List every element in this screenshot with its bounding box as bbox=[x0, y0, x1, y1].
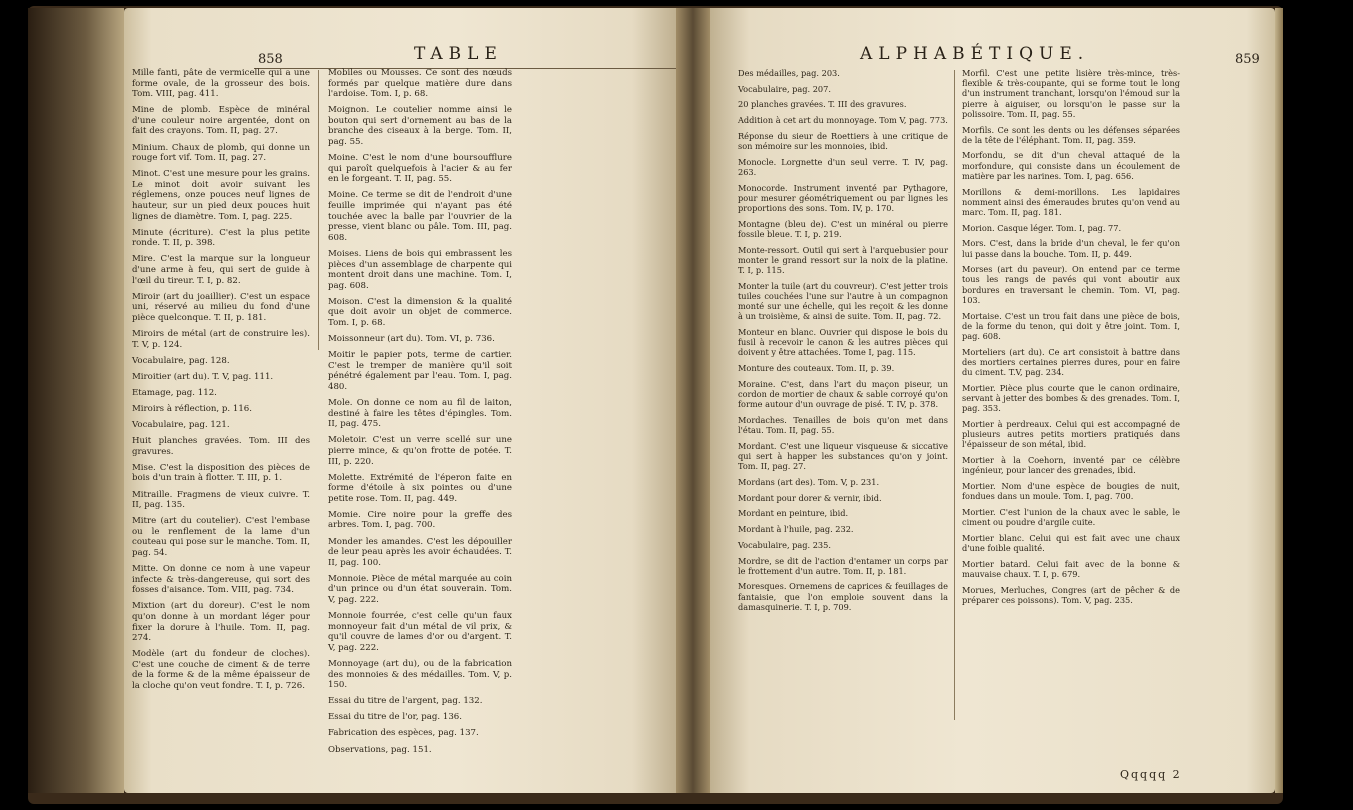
index-entry: Monder les amandes. C'est les dépouiller de leur peau après les avoir échaudées. T. II, pag. 100. bbox=[328, 536, 512, 568]
index-entry: Morion. Casque léger. Tom. I, pag. 77. bbox=[962, 222, 1122, 233]
index-entry: Mise. C'est la disposition des pièces de bois d'un train à flotter. T. III, p. 1. bbox=[132, 462, 310, 484]
index-entry: Monocorde. Instrument inventé par Pythagore, pour mesurer géométriquement ou par lignes les proportions des sons. Tom. IV, p. 170. bbox=[738, 182, 948, 214]
index-entry: Addition à cet art du monnoyage. Tom V, pag. 773. bbox=[738, 115, 948, 126]
index-entry: Mordant en peinture, ibid. bbox=[738, 508, 849, 519]
index-entry: Mortier à la Coehorn, inventé par ce célèbre ingénieur, pour lancer des grenades, ibid. bbox=[962, 455, 1180, 476]
index-entry: Mixtion (art du doreur). C'est le nom qu'on donne à un mordant léger pour fixer la dorure à l'huile. Tom. II, pag. 274. bbox=[132, 601, 310, 644]
index-entry: Moissonneur (art du). Tom. VI, p. 736. bbox=[328, 334, 495, 345]
index-entry: Réponse du sieur de Roettiers à une critique de son mémoire sur les monnoies, ibid. bbox=[738, 130, 948, 152]
index-entry: Etamage, pag. 112. bbox=[132, 387, 217, 398]
index-entry: Morfil. C'est une petite lisière très-mince, très-flexible & très-coupante, qui se forme tout le long d'un instrument tranchant, lorsqu'on l'émoud sur la pierre à aiguiser, ou lorsqu'on le passe sur la polissoire. Tom. II, pag. 55. bbox=[962, 68, 1180, 119]
index-entry: Monnoyage (art du), ou de la fabrication des monnoies & des médailles. Tom. V, p. 150. bbox=[328, 659, 512, 691]
right-column-2 bbox=[962, 68, 1180, 610]
index-entry: Moine. Ce terme se dit de l'endroit d'une feuille imprimée qui n'ayant pas été touchée avec la balle par l'ouvrier de la presse, vient blanc ou pâle. Tom. III, pag. 608. bbox=[328, 190, 512, 243]
index-entry: Momie. Cire noire pour la greffe des arbres. Tom. I, pag. 700. bbox=[328, 509, 512, 531]
index-entry: Mordant. C'est une liqueur visqueuse & siccative qui sert à happer les substances qu'on y joint. Tom. II, pag. 27. bbox=[738, 440, 948, 472]
index-entry: Monnoie. Pièce de métal marquée au coin d'un prince ou d'un état souverain. Tom. V, pag. 222. bbox=[328, 573, 512, 606]
index-entry: Essai du titre de l'argent, pag. 132. bbox=[328, 696, 483, 707]
index-entry: Montagne (bleu de). C'est un minéral ou pierre fossile bleue. T. I, p. 219. bbox=[738, 218, 948, 239]
index-entry: Monte-ressort. Outil qui sert à l'arquebusier pour monter le grand ressort sur la noix de la platine. T. I, p. 115. bbox=[738, 244, 948, 276]
index-entry: Mortier blanc. Celui qui est fait avec une chaux d'une foible qualité. bbox=[962, 532, 1180, 553]
index-entry: Miroitier (art du). T. V, pag. 111. bbox=[132, 371, 274, 382]
index-entry: Huit planches gravées. Tom. III des gravures. bbox=[132, 436, 310, 457]
index-entry: Mortier. C'est l'union de la chaux avec le sable, le ciment ou poudre d'argile cuite. bbox=[962, 506, 1180, 528]
index-entry: Moitir le papier pots, terme de cartier. C'est le tremper de manière qu'il soit pénétré également par l'eau. Tom. I, pag. 480. bbox=[328, 350, 512, 392]
gutter bbox=[676, 8, 710, 793]
index-entry: Observations, pag. 151. bbox=[328, 744, 432, 755]
signature-mark: Qqqqq 2 bbox=[1120, 768, 1182, 781]
index-entry: Vocabulaire, pag. 121. bbox=[132, 420, 230, 431]
index-entry: Mordre, se dit de l'action d'entamer un corps par le frottement d'un autre. Tom. II, p. 181. bbox=[738, 555, 948, 576]
index-entry: Moraine. C'est, dans l'art du maçon piseur, un cordon de mortier de chaux & sable corroyé qu'on forme autour d'un ouvrage de pisé. T. IV, p. 378. bbox=[738, 378, 948, 410]
index-entry: Morues, Merluches, Congres (art de pêcher & de préparer ces poissons). Tom. V, pag. 235. bbox=[962, 584, 1180, 605]
index-entry: Mine de plomb. Espèce de minéral d'une couleur noire argentée, dont on fait des crayons. Tom. II, pag. 27. bbox=[132, 105, 310, 137]
index-entry: Monnoie fourrée, c'est celle qu'un faux monnoyeur fait d'un métal de vil prix, & qu'il couvre de lames d'or ou d'argent. T. V, pag. 222. bbox=[328, 611, 512, 653]
right-column-1 bbox=[738, 68, 948, 618]
index-entry: Mortier. Pièce plus courte que le canon ordinaire, servant à jetter des bombes & des grenades. Tom. I, pag. 353. bbox=[962, 382, 1180, 414]
index-entry: Vocabulaire, pag. 128. bbox=[132, 355, 230, 366]
index-entry: Mitre (art du coutelier). C'est l'embase ou le renflement de la lame d'un couteau qui pose sur le manche. Tom. II, pag. 54. bbox=[132, 516, 310, 558]
index-entry: Mille fanti, pâte de vermicelle qui a une forme ovale, de la grosseur des bois. Tom. VIII, pag. 411. bbox=[132, 68, 310, 100]
index-entry: Mitraille. Fragmens de vieux cuivre. T. II, pag. 135. bbox=[132, 489, 310, 511]
right-page bbox=[710, 8, 1275, 793]
index-entry: Mitte. On donne ce nom à une vapeur infecte & très-dangereuse, qui sort des fosses d'aisance. Tom. VIII, pag. 734. bbox=[132, 564, 310, 596]
index-entry: Mole. On donne ce nom au fil de laiton, destiné à faire les têtes d'épingles. Tom. II, pag. 475. bbox=[328, 398, 512, 430]
index-entry: Modèle (art du fondeur de cloches). C'est une couche de ciment & de terre de la forme & de la même épaisseur de la cloche qu'on veut fondre. T. I, p. 726. bbox=[132, 649, 310, 691]
index-entry: Miroirs à réflection, p. 116. bbox=[132, 403, 252, 414]
index-entry: Vocabulaire, pag. 207. bbox=[738, 83, 831, 94]
index-entry: Minute (écriture). C'est la plus petite ronde. T. II, p. 398. bbox=[132, 227, 310, 249]
index-entry: Minium. Chaux de plomb, qui donne un rouge fort vif. Tom. II, pag. 27. bbox=[132, 142, 310, 164]
index-entry: Minot. C'est une mesure pour les grains. Le minot doit avoir suivant les réglemens, onze pouces neuf lignes de hauteur, sur un pied deux pouces huit lignes de diamètre. Tom. I, pag. 225. bbox=[132, 169, 310, 222]
index-entry: Mors. C'est, dans la bride d'un cheval, le fer qu'on lui passe dans la bouche. Tom. II, p. 449. bbox=[962, 238, 1180, 259]
page-header-left: TABLE bbox=[414, 44, 503, 64]
index-entry: Miroirs de métal (art de construire les). T. V, p. 124. bbox=[132, 328, 310, 350]
index-entry: Mire. C'est la marque sur la longueur d'une arme à feu, qui sert de guide à l'œil du tireur. T. I, p. 82. bbox=[132, 254, 310, 286]
left-column-1 bbox=[132, 68, 310, 697]
index-entry: Molette. Extrémité de l'éperon faite en forme d'étoile à six pointes ou d'une petite rose. Tom. II, pag. 449. bbox=[328, 472, 512, 504]
index-entry: Morfils. Ce sont les dents ou les défenses séparées de la tête de l'éléphant. Tom. II, pag. 359. bbox=[962, 124, 1180, 145]
index-entry: Mordans (art des). Tom. V, p. 231. bbox=[738, 477, 880, 487]
index-entry: Miroir (art du joaillier). C'est un espace uni, réservé au milieu du fond d'une pièce quelconque. T. II, p. 181. bbox=[132, 291, 310, 323]
index-entry: Monteur en blanc. Ouvrier qui dispose le bois du fusil à recevoir le canon & les autres pièces qui doivent y être attachées. Tome I, pag. 115. bbox=[738, 327, 948, 358]
index-entry: Morses (art du paveur). On entend par ce terme tous les rangs de pavés qui vont aboutir aux bordures en traversant le chemin. Tom. VI, pag. 103. bbox=[962, 264, 1180, 305]
index-entry: Mordaches. Tenailles de bois qu'on met dans l'étau. Tom. II, pag. 55. bbox=[738, 414, 948, 436]
index-entry: Moises. Liens de bois qui embrassent les pièces d'un assemblage de charpente qui montent droit dans une machine. Tom. I, pag. 608. bbox=[328, 248, 512, 291]
page-edges bbox=[1275, 8, 1283, 793]
index-entry: Morteliers (art du). Ce art consistoit à battre dans des mortiers certaines pierres dures, pour en faire du ciment. T.V, pag. 234. bbox=[962, 346, 1180, 378]
index-entry: 20 planches gravées. T. III des gravures. bbox=[738, 99, 907, 110]
index-entry: Mordant à l'huile, pag. 232. bbox=[738, 524, 854, 535]
index-entry: Vocabulaire, pag. 235. bbox=[738, 539, 831, 550]
index-entry: Moignon. Le coutelier nomme ainsi le bouton qui sert d'ornement au bas de la branche des ciseaux à la berge. Tom. II, pag. 55. bbox=[328, 105, 512, 148]
page-header-right: ALPHABÉTIQUE. bbox=[860, 44, 1090, 64]
index-entry: Monter la tuile (art du couvreur). C'est jetter trois tuiles couchées l'une sur l'autre à un compagnon monté sur une échelle, qui les reçoit & les donne à un troisième, & ainsi de suite. Tom. II, pag. 72. bbox=[738, 280, 948, 322]
index-entry: Mobiles ou Mousses. Ce sont des nœuds formés par quelque matière dure dans l'ardoise. Tom. I, p. 68. bbox=[328, 68, 512, 100]
index-entry: Morfondu, se dit d'un cheval attaqué de la morfondure, qui consiste dans un écoulement de matière par les narines. Tom. I, pag. 656. bbox=[962, 150, 1180, 181]
index-entry: Monocle. Lorgnette d'un seul verre. T. IV, pag. 263. bbox=[738, 156, 948, 177]
index-entry: Mortaise. C'est un trou fait dans une pièce de bois, de la forme du tenon, qui doit y être joint. Tom. I, pag. 608. bbox=[962, 310, 1180, 341]
index-entry: Des médailles, pag. 203. bbox=[738, 68, 840, 78]
index-entry: Morillons & demi-morillons. Les lapidaires nomment ainsi des émeraudes brutes qu'on vend au marc. Tom. II, pag. 181. bbox=[962, 186, 1180, 217]
index-entry: Mortier. Nom d'une espèce de bougies de nuit, fondues dans un moule. Tom. I, pag. 700. bbox=[962, 480, 1180, 502]
index-entry: Monture des couteaux. Tom. II, p. 39. bbox=[738, 363, 895, 374]
page-number-right: 859 bbox=[1235, 52, 1260, 67]
book-spine-edge bbox=[28, 8, 124, 793]
index-entry: Mortier à perdreaux. Celui qui est accompagné de plusieurs autres petits mortiers pratiqués dans l'épaisseur de son métal, ibid. bbox=[962, 418, 1180, 450]
index-entry: Essai du titre de l'or, pag. 136. bbox=[328, 712, 462, 723]
index-entry: Moresques. Ornemens de caprices & feuillages de fantaisie, que l'on emploie souvent dans la damasquinerie. T. I, p. 709. bbox=[738, 581, 948, 612]
index-entry: Moison. C'est la dimension & la qualité que doit avoir un objet de commerce. Tom. I, p. 68. bbox=[328, 296, 512, 328]
left-column-2 bbox=[328, 68, 512, 761]
index-entry: Mortier batard. Celui fait avec de la bonne & mauvaise chaux. T. I, p. 679. bbox=[962, 558, 1180, 579]
index-entry: Fabrication des espèces, pag. 137. bbox=[328, 728, 479, 739]
left-page bbox=[124, 8, 676, 793]
index-entry: Moine. C'est le nom d'une boursoufflure qui paroît quelquefois à l'acier & au fer en le forgeant. T. II, pag. 55. bbox=[328, 153, 512, 185]
index-entry: Mordant pour dorer & vernir, ibid. bbox=[738, 492, 882, 503]
index-entry: Moletoir. C'est un verre scellé sur une pierre mince, & qu'on frotte de potée. T. III, p. 220. bbox=[328, 435, 512, 467]
page-number-left: 858 bbox=[258, 52, 283, 67]
